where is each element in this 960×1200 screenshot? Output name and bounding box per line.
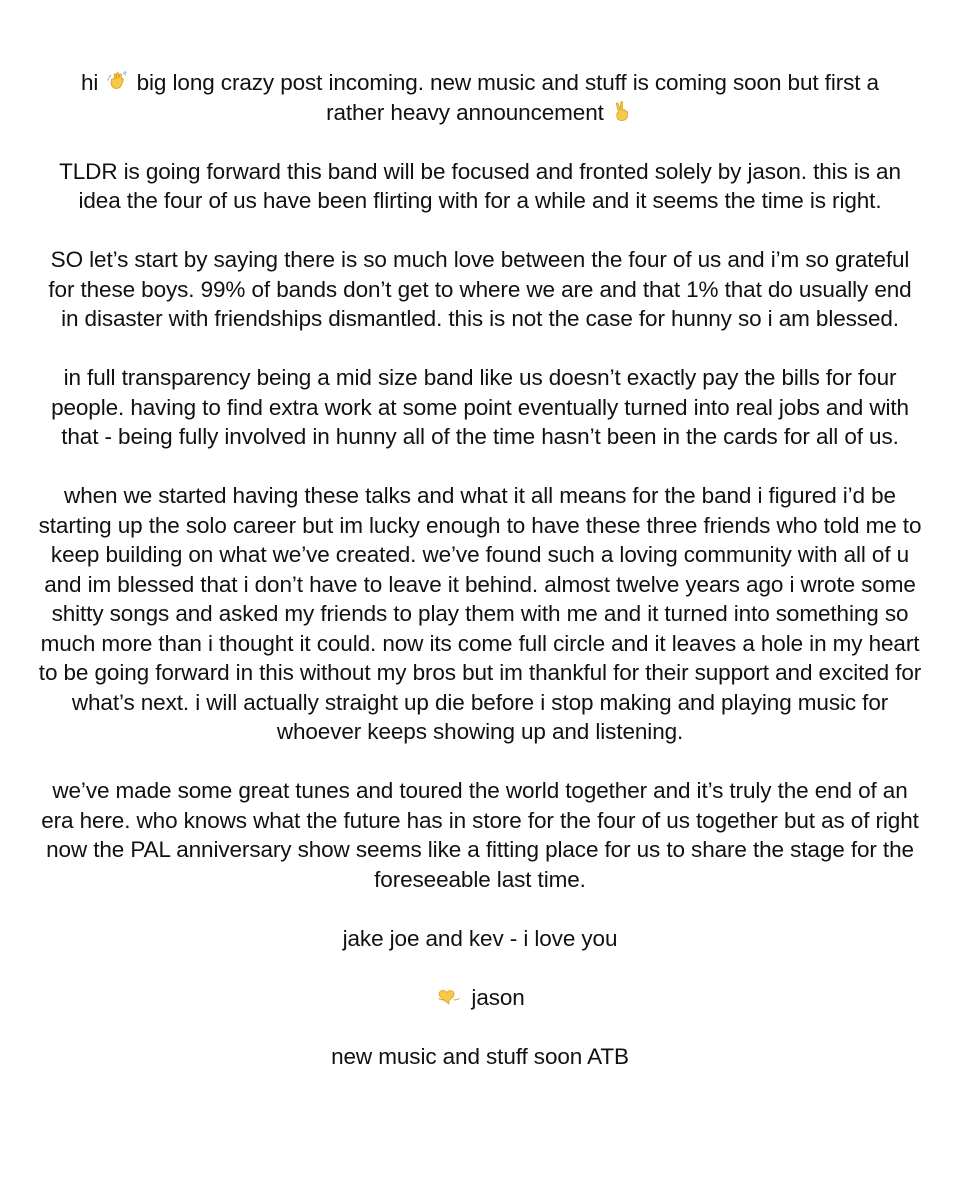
intro-paragraph <box>50 68 910 127</box>
intro-text: big long crazy post incoming. new music and stuff is coming soon but first a rather heavy announcement <box>136 70 879 125</box>
closing-line: new music and stuff soon ATB <box>331 1043 629 1069</box>
love-paragraph: SO let’s start by saying there is so much love between the four of us and i’m so grateful for these boys. 99% of bands don’t get to where we are and that 1% that do usually end in disaster with friendships dismantled. this is not the case for hunny so i am blessed. <box>48 247 912 331</box>
waving-hand-icon <box>106 70 128 92</box>
victory-hand-icon <box>612 100 632 122</box>
signature-line <box>40 983 920 1013</box>
intro-greeting: hi <box>81 70 99 95</box>
tldr-paragraph: TLDR is going forward this band will be focused and fronted solely by jason. this is an idea the four of us have been flirting with for a while and it seems the time is right. <box>59 158 901 213</box>
love-you-line: jake joe and kev - i love you <box>342 925 618 951</box>
band-talks-paragraph: when we started having these talks and what it all means for the band i figured i’d be starting up the solo career but im lucky enough to have these three friends who told me to keep building on what we’ve created. we’ve found such a loving community with all of u and im blessed that i don’t have to leave it behind. almost twelve years ago i wrote some shitty songs and asked my friends to play them with me and it turned into something so much more than i thought it could. now its come full circle and it leaves a hole in my heart to be going forward in this without my bros but im thankful for their support and excited for what’s next. i will actually straight up die before i stop making and playing music for whoever keeps showing up and listening. <box>38 483 922 744</box>
transparency-paragraph: in full transparency being a mid size band like us doesn’t exactly pay the bills for four people. having to find extra work at some point eventually turned into real jobs and with that - being fully involved in hunny all of the time hasn’t been in the cards for all of us. <box>51 365 909 449</box>
signature-name: jason <box>471 984 525 1010</box>
end-of-era-paragraph: we’ve made some great tunes and toured the world together and it’s truly the end of an era here. who knows what the future has in store for the four of us together but as of right now the PAL anniversary show seems like a fitting place for us to share the stage for the foreseeable last time. <box>41 778 919 892</box>
heart-hands-icon <box>437 988 461 1006</box>
